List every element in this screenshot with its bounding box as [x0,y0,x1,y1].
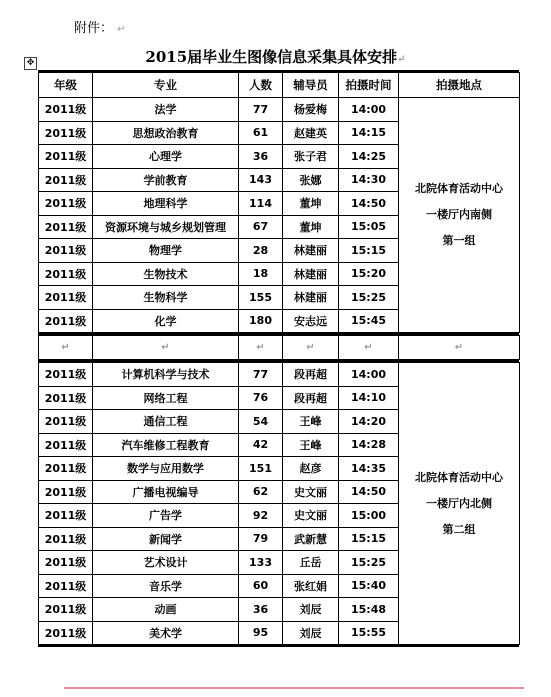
grade-cell: 2011级 [39,363,93,387]
count-cell: 95 [239,621,283,645]
paragraph-mark: ↵ [397,54,406,65]
count-cell: 114 [239,192,283,216]
counselor-cell: 安志远 [283,309,339,333]
document-title [0,46,551,67]
grade-cell: 2011级 [39,386,93,410]
major-cell: 通信工程 [93,410,239,434]
count-cell: 143 [239,168,283,192]
header-location: 拍摄地点 [399,73,520,98]
count-cell: 155 [239,286,283,310]
major-cell: 地理科学 [93,192,239,216]
group2-location-cell [399,363,520,645]
empty-cell: ↵ [239,336,283,360]
count-cell: 92 [239,504,283,528]
grade-cell: 2011级 [39,98,93,122]
counselor-cell: 董坤 [283,192,339,216]
grade-cell: 2011级 [39,215,93,239]
location-line: 第一组 [442,234,476,247]
table-move-handle-icon[interactable]: ✥ [24,57,37,70]
major-cell: 美术学 [93,621,239,645]
grade-cell: 2011级 [39,262,93,286]
major-cell: 汽车维修工程教育 [93,433,239,457]
page-footer-rule [64,687,524,689]
counselor-cell: 张子君 [283,145,339,169]
document-title-text: 2015届毕业生图像信息采集具体安排 [145,48,398,66]
header-counselor: 辅导员 [283,73,339,98]
separator-row [39,336,520,360]
major-cell: 思想政治教育 [93,121,239,145]
header-count: 人数 [239,73,283,98]
count-cell: 42 [239,433,283,457]
major-cell: 计算机科学与技术 [93,363,239,387]
count-cell: 62 [239,480,283,504]
time-cell: 14:00 [339,98,399,122]
grade-cell: 2011级 [39,621,93,645]
grade-cell: 2011级 [39,527,93,551]
group1-table [38,72,520,333]
location-line: 北院体育活动中心 [415,470,503,484]
table-row [39,98,520,122]
grade-cell: 2011级 [39,410,93,434]
grade-cell: 2011级 [39,286,93,310]
count-cell: 36 [239,598,283,622]
major-cell: 学前教育 [93,168,239,192]
schedule-table-container [38,70,519,647]
major-cell: 广告学 [93,504,239,528]
time-cell: 14:00 [339,363,399,387]
count-cell: 133 [239,551,283,575]
counselor-cell: 王峰 [283,410,339,434]
counselor-cell: 杨爱梅 [283,98,339,122]
major-cell: 数学与应用数学 [93,457,239,481]
count-cell: 180 [239,309,283,333]
empty-cell: ↵ [93,336,239,360]
major-cell: 广播电视编导 [93,480,239,504]
major-cell: 心理学 [93,145,239,169]
time-cell: 15:25 [339,286,399,310]
time-cell: 14:15 [339,121,399,145]
location-line: 第二组 [442,522,476,536]
counselor-cell: 刘辰 [283,621,339,645]
group2-table [38,362,520,645]
time-cell: 14:20 [339,410,399,434]
table-bottom-rule [38,645,519,647]
counselor-cell: 张红娟 [283,574,339,598]
counselor-cell: 段再超 [283,386,339,410]
header-major: 专业 [93,73,239,98]
counselor-cell: 段再超 [283,363,339,387]
time-cell: 15:48 [339,598,399,622]
grade-cell: 2011级 [39,433,93,457]
major-cell: 音乐学 [93,574,239,598]
time-cell: 15:20 [339,262,399,286]
time-cell: 15:25 [339,551,399,575]
counselor-cell: 史文丽 [283,480,339,504]
counselor-cell: 王峰 [283,433,339,457]
grade-cell: 2011级 [39,145,93,169]
count-cell: 54 [239,410,283,434]
time-cell: 15:15 [339,527,399,551]
major-cell: 化学 [93,309,239,333]
counselor-cell: 董坤 [283,215,339,239]
count-cell: 67 [239,215,283,239]
header-grade: 年级 [39,73,93,98]
time-cell: 14:50 [339,192,399,216]
major-cell: 生物技术 [93,262,239,286]
time-cell: 15:00 [339,504,399,528]
grade-cell: 2011级 [39,574,93,598]
time-cell: 14:28 [339,433,399,457]
grade-cell: 2011级 [39,480,93,504]
separator-table [38,335,520,360]
counselor-cell: 史文丽 [283,504,339,528]
attachment-label [74,17,126,36]
header-time: 拍摄时间 [339,73,399,98]
time-cell: 14:35 [339,457,399,481]
table-row [39,363,520,387]
count-cell: 36 [239,145,283,169]
grade-cell: 2011级 [39,457,93,481]
counselor-cell: 赵建英 [283,121,339,145]
grade-cell: 2011级 [39,598,93,622]
count-cell: 60 [239,574,283,598]
grade-cell: 2011级 [39,168,93,192]
count-cell: 76 [239,386,283,410]
counselor-cell: 张娜 [283,168,339,192]
location-line: 一楼厅内南侧 [426,208,492,221]
time-cell: 14:30 [339,168,399,192]
attachment-text: 附件： [74,21,114,36]
location-line: 北院体育活动中心 [415,182,503,195]
empty-cell: ↵ [39,336,93,360]
empty-cell: ↵ [339,336,399,360]
count-cell: 77 [239,98,283,122]
count-cell: 151 [239,457,283,481]
major-cell: 网络工程 [93,386,239,410]
major-cell: 艺术设计 [93,551,239,575]
table-header-row [39,73,520,98]
grade-cell: 2011级 [39,309,93,333]
grade-cell: 2011级 [39,239,93,263]
location-line: 一楼厅内北侧 [426,496,492,510]
counselor-cell: 刘辰 [283,598,339,622]
grade-cell: 2011级 [39,551,93,575]
count-cell: 28 [239,239,283,263]
grade-cell: 2011级 [39,121,93,145]
counselor-cell: 林建丽 [283,239,339,263]
major-cell: 动画 [93,598,239,622]
grade-cell: 2011级 [39,192,93,216]
count-cell: 79 [239,527,283,551]
count-cell: 18 [239,262,283,286]
time-cell: 15:05 [339,215,399,239]
counselor-cell: 林建丽 [283,262,339,286]
major-cell: 物理学 [93,239,239,263]
major-cell: 新闻学 [93,527,239,551]
empty-cell: ↵ [399,336,520,360]
major-cell: 法学 [93,98,239,122]
empty-cell: ↵ [283,336,339,360]
count-cell: 61 [239,121,283,145]
counselor-cell: 丘岳 [283,551,339,575]
major-cell: 资源环境与城乡规划管理 [93,215,239,239]
major-cell: 生物科学 [93,286,239,310]
time-cell: 14:25 [339,145,399,169]
time-cell: 15:45 [339,309,399,333]
counselor-cell: 武新慧 [283,527,339,551]
time-cell: 15:55 [339,621,399,645]
counselor-cell: 林建丽 [283,286,339,310]
time-cell: 14:50 [339,480,399,504]
paragraph-mark: ↵ [117,24,126,35]
time-cell: 14:10 [339,386,399,410]
counselor-cell: 赵彦 [283,457,339,481]
count-cell: 77 [239,363,283,387]
grade-cell: 2011级 [39,504,93,528]
time-cell: 15:40 [339,574,399,598]
group1-location-cell [399,98,520,333]
time-cell: 15:15 [339,239,399,263]
